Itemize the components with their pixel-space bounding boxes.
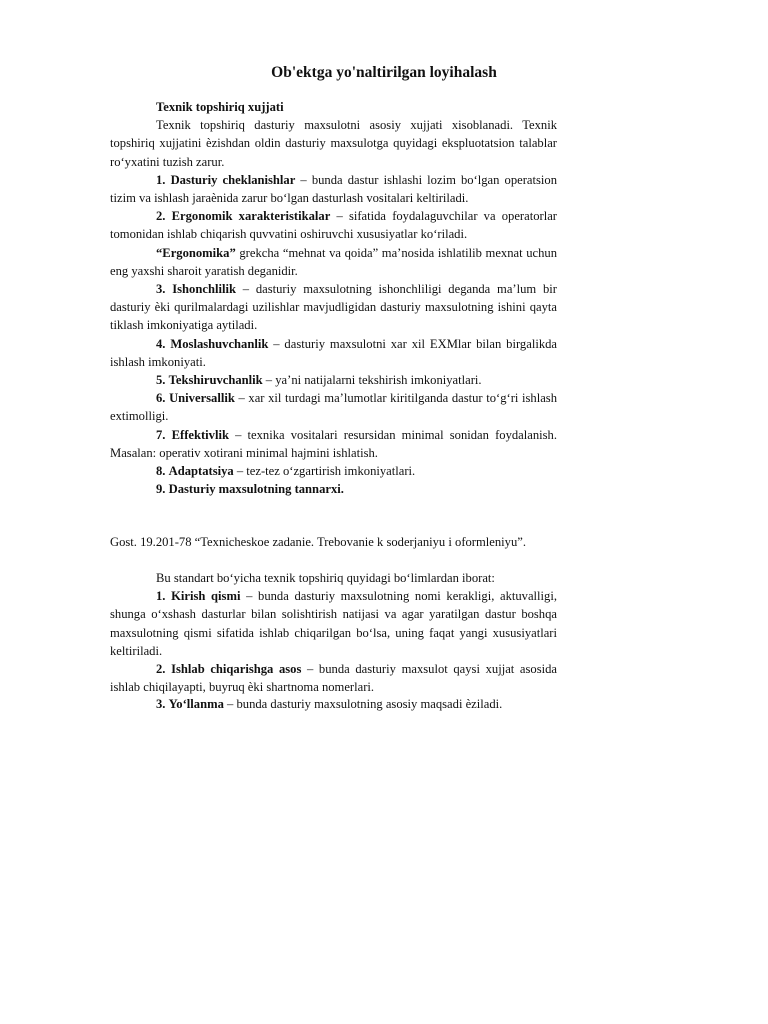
section-heading: Texnik topshiriq xujjati [156,100,284,114]
requirement-item: 4. Moslashuvchanlik – dasturiy maxsulotni xar xil EXMlar bilan birgalikda ishlash imkoniyati. [110,336,557,369]
standard-section-last [110,695,688,713]
requirement-item: 9. Dasturiy maxsulotning tannarxi. [156,482,344,497]
standard-section: 2. Ishlab chiqarishga asos – bunda dasturiy maxsulot qaysi xujjat asosida ishlab chiqilayapti, buyruq ѐki shartnoma nomerlari. [110,662,557,695]
requirement-item: 1. Dasturiy cheklanishlar – bunda dastur ishlashi lozim bo‘lgan operatsion tizim va ishlash jaraѐnida zarur bo‘lgan dasturlash vositalari keltiriladi. [110,172,557,206]
standard-sections [110,569,557,696]
standard-block [110,533,688,551]
standard-intro: Bu standart bo‘yicha texnik topshiriq quyidagi bo‘limlardan iborat: [156,571,495,585]
requirement-item: 2. Ergonomik xarakteristikalar – sifatida foydalaguvchilar va operatorlar tomonidan ishlab chiqarish quvvatini oshiruvchi xususiyatlar ko‘riladi. [110,209,557,242]
document-body [110,98,557,498]
intro-paragraph: Texnik topshiriq dasturiy maxsulotni asosiy xujjati xisoblanadi. Texnik topshiriq xujjatini ѐzishdan oldin dasturiy maxsulotga quyidagi ekspluotatsion talablar ro‘yxatini tuzish zarur. [110,118,557,169]
requirement-item: 7. Effektivlik – texnika vositalari resursidan minimal sonidan foydalanish. Masalan: operativ xotirani minimal hajmini ishlatish. [110,427,557,460]
requirement-item: 3. Ishonchlilik – dasturiy maxsulotning ishonchliligi deganda ma’lum bir dasturiy ѐki qurilmalardagi uzilishlar mavjudligidan dasturiy maxsulotning ishini qayta tiklash imkoniyatiga aytiladi. [110,282,557,333]
requirement-item: 8. Adaptatsiya – tez-tez o‘zgartirish imkoniyatlari. [156,464,416,479]
requirement-note: “Ergonomika” grekcha “mehnat va qoida” ma’nosida ishlatilib mexnat uchun eng yaxshi sharoit yaratish deganidir. [110,245,557,278]
standard-section: 1. Kirish qismi – bunda dasturiy maxsulotning nomi kerakligi, aktuvalligi, shunga o‘xshash dasturlar bilan solishtirish natijasi va agar yaratilgan dastur boshqa maxsulotning qismi sifatida ishlab chiqarilgan bo‘lsa, uning faqat yangi xususiyatlari keltiriladi. [110,589,557,658]
standard-section: 3. Yo‘llanma – bunda dasturiy maxsulotning asosiy maqsadi ѐziladi. [156,697,503,711]
requirement-item: 5. Tekshiruvchanlik – ya’ni natijalarni tekshirish imkoniyatlari. [156,373,482,388]
requirement-item: 6. Universallik – xar xil turdagi ma’lumotlar kiritilganda dastur to‘g‘ri ishlash extimolligi. [110,391,557,424]
document-title: Ob'ektga yo'naltirilgan loyihalash [271,64,497,81]
gost-reference: Gost. 19.201-78 “Texnicheskoe zadanie. Trebovanie k soderjaniyu i oformleniyu”. [110,535,527,549]
